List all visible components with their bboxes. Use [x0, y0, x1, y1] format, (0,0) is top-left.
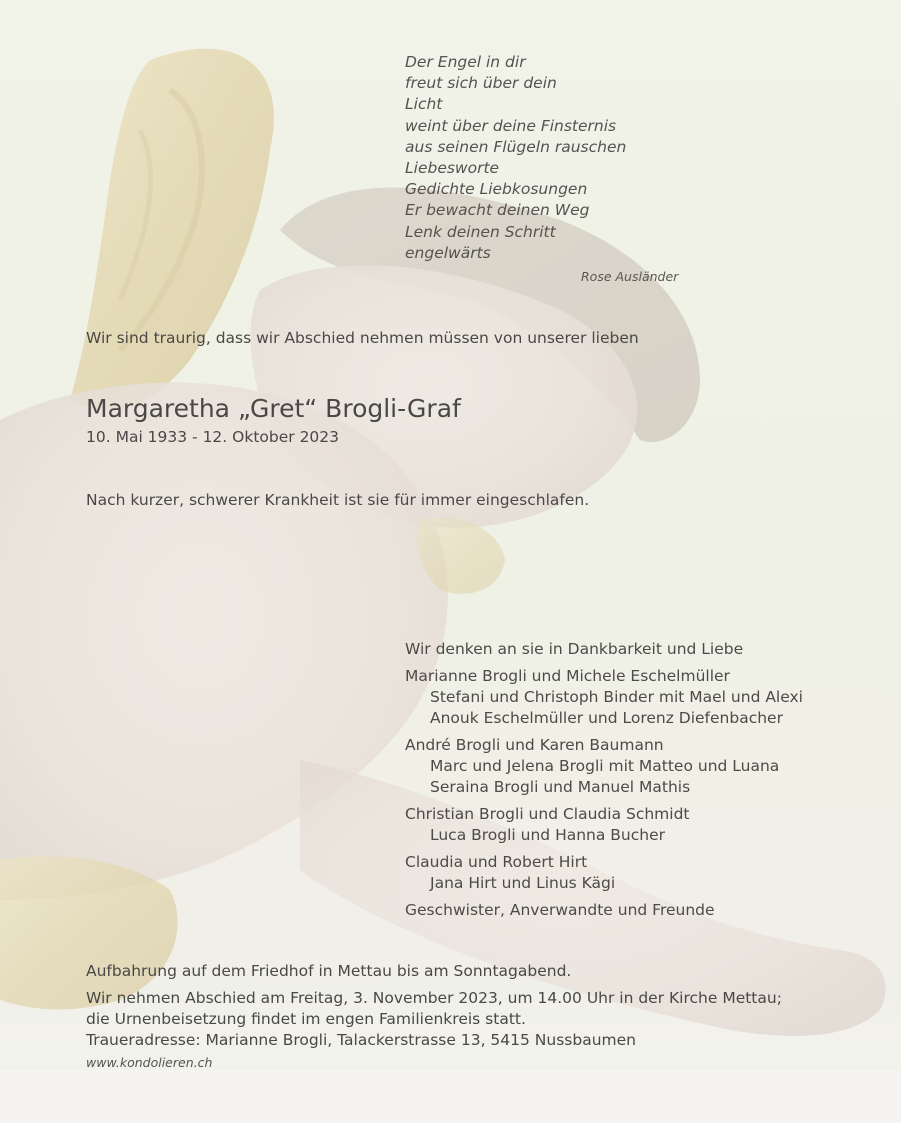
- poem-line: aus seinen Flügeln rauschen: [405, 137, 627, 156]
- poem-line: engelwärts: [405, 243, 491, 262]
- mourners-heading: Wir denken an sie in Dankbarkeit und Liebe: [405, 640, 744, 658]
- notice-line: Aufbahrung auf dem Friedhof in Mettau bis am Sonntagabend.: [86, 962, 572, 980]
- poem-line: Er bewacht deinen Weg: [405, 201, 590, 220]
- poem-line: freut sich über dein: [405, 74, 557, 93]
- mourner-main: Claudia und Robert Hirt: [405, 853, 588, 871]
- mourner-sub: Anouk Eschelmüller und Lorenz Diefenbacher: [430, 709, 783, 727]
- death-note: Nach kurzer, schwerer Krankheit ist sie für immer eingeschlafen.: [86, 491, 590, 509]
- website-link[interactable]: www.kondolieren.ch: [86, 1055, 213, 1070]
- mourner-sub: Marc und Jelena Brogli mit Matteo und Luana: [430, 757, 780, 775]
- notice-line: Traueradresse: Marianne Brogli, Talackerstrasse 13, 5415 Nussbaumen: [86, 1031, 636, 1049]
- mourner-main: Marianne Brogli und Michele Eschelmüller: [405, 667, 730, 685]
- poem-line: weint über deine Finsternis: [405, 116, 617, 135]
- notice-line: die Urnenbeisetzung findet im engen Familienkreis statt.: [86, 1010, 526, 1028]
- mourner-group: [405, 666, 803, 729]
- mourner-sub: Stefani und Christoph Binder mit Mael und Alexi: [430, 688, 803, 706]
- mourner-sub: Luca Brogli und Hanna Bucher: [430, 826, 666, 844]
- poem-line: Liebesworte: [405, 159, 500, 178]
- life-dates: 10. Mai 1933 - 12. Oktober 2023: [86, 428, 340, 446]
- intro-text: Wir sind traurig, dass wir Abschied nehmen müssen von unserer lieben: [86, 329, 639, 347]
- funeral-notice: [86, 961, 782, 1051]
- mourners-closing: Geschwister, Anverwandte und Freunde: [405, 901, 715, 919]
- mourner-group: [405, 852, 803, 894]
- poem-author: Rose Ausländer: [581, 269, 679, 284]
- poem-line: Licht: [405, 95, 443, 114]
- mourner-main: Christian Brogli und Claudia Schmidt: [405, 805, 690, 823]
- poem-line: Lenk deinen Schritt: [405, 222, 556, 241]
- poem-line: Gedichte Liebkosungen: [405, 180, 588, 199]
- mourner-main: André Brogli und Karen Baumann: [405, 736, 664, 754]
- notice-line: Wir nehmen Abschied am Freitag, 3. November 2023, um 14.00 Uhr in der Kirche Mettau;: [86, 989, 782, 1007]
- mourner-group: [405, 804, 803, 846]
- mourner-sub: Seraina Brogli und Manuel Mathis: [430, 778, 691, 796]
- poem-line: Der Engel in dir: [405, 53, 526, 71]
- deceased-name: Margaretha „Gret“ Brogli-Graf: [86, 394, 461, 423]
- mourner-group: [405, 735, 803, 798]
- poem: [405, 52, 626, 264]
- mourner-sub: Jana Hirt und Linus Kägi: [430, 874, 616, 892]
- mourners-list: [405, 639, 803, 921]
